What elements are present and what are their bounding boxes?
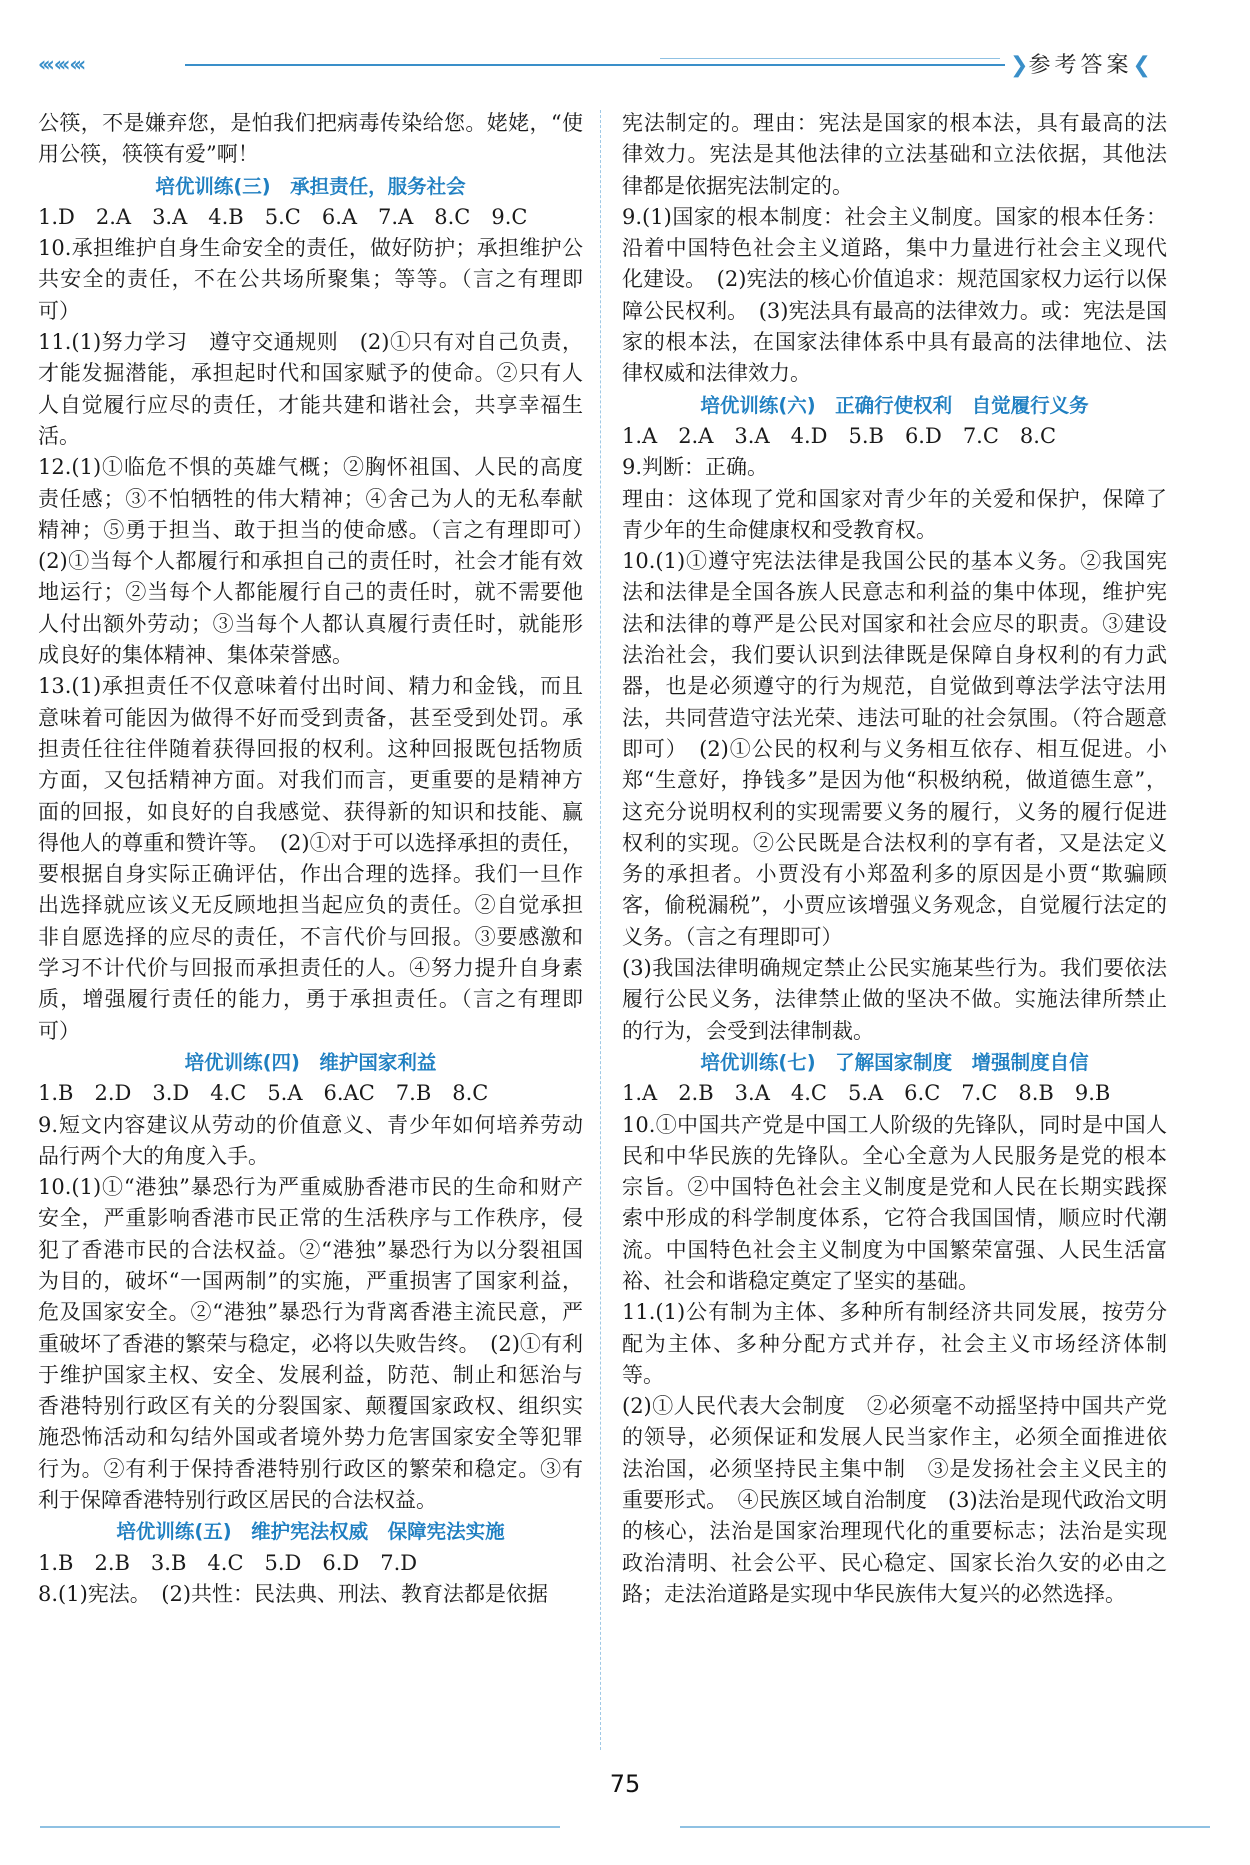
answer-paragraph: 宪法制定的。理由：宪法是国家的根本法，具有最高的法律效力。宪法是其他法律的立法基础和立法依据，其他法律都是依据宪法制定的。	[622, 111, 1167, 198]
header-rule	[185, 64, 1005, 66]
footer-rule-right	[680, 1826, 1210, 1828]
footer-rule-left	[40, 1826, 560, 1828]
answer-paragraph: 1.A 2.A 3.A 4.D 5.B 6.D 7.C 8.C	[622, 423, 1057, 448]
answer-paragraph: 1.B 2.B 3.B 4.C 5.D 6.D 7.D	[38, 1550, 418, 1575]
answer-paragraph: 1.A 2.B 3.A 4.C 5.A 6.C 7.C 8.B 9.B	[622, 1081, 1111, 1106]
answer-paragraph: 10.承担维护自身生命安全的责任，做好防护；承担维护公共安全的责任，不在公共场所聚集；等等。（言之有理即可）	[38, 236, 583, 323]
section-heading: 培优训练(四) 维护国家利益	[184, 1050, 437, 1074]
answer-paragraph: (3)我国法律明确规定禁止公民实施某些行为。我们要依法履行公民义务，法律禁止做的坚决不做。实施法律所禁止的行为，会受到法律制裁。	[622, 956, 1167, 1043]
left-column	[38, 108, 604, 1610]
answer-paragraph: 理由：这体现了党和国家对青少年的关爱和保护，保障了青少年的生命健康权和受教育权。	[622, 486, 1167, 542]
answer-paragraph: 12.(1)①临危不惧的英雄气概；②胸怀祖国、人民的高度责任感；③不怕牺牲的伟大精神；④舍己为人的无私奉献精神；⑤勇于担当、敢于担当的使命感。（言之有理即可） (2)①当每个人都履行和承担自己的责任时，社会才能有效地运行；②当每个人都能履行自己的责任时，就不需要他人付出额外劳动；③当每个人都认真履行责任时，就能形成良好的集体精神、集体荣誉感。	[38, 455, 604, 668]
answer-paragraph: 9.短文内容建议从劳动的价值意义、青少年如何培养劳动品行两个大的角度入手。	[38, 1112, 583, 1168]
answer-paragraph: 9.(1)国家的根本制度：社会主义制度。国家的根本任务：沿着中国特色社会主义道路，集中力量进行社会主义现代化建设。 (2)宪法的核心价值追求：规范国家权力运行以保障公民权利。 (3)宪法具有最高的法律效力。或：宪法是国家的根本法，在国家法律体系中具有最高的法律地位、法律权威和法律效力。	[622, 204, 1167, 386]
answer-paragraph: 1.D 2.A 3.A 4.B 5.C 6.A 7.A 8.C 9.C	[38, 204, 528, 229]
section-heading: 培优训练(六) 正确行使权利 自觉履行义务	[700, 393, 1089, 417]
answer-paragraph: 1.B 2.D 3.D 4.C 5.A 6.AC 7.B 8.C	[38, 1081, 489, 1106]
answer-paragraph: 10.①中国共产党是中国工人阶级的先锋队，同时是中国人民和中华民族的先锋队。全心全意为人民服务是党的根本宗旨。②中国特色社会主义制度是党和人民在长期实践探索中形成的科学制度体系，它符合我国国情，顺应时代潮流。中国特色社会主义制度为中国繁荣富强、人民生活富裕、社会和谐稳定奠定了坚实的基础。	[622, 1112, 1167, 1293]
section-heading: 培优训练(七) 了解国家制度 增强制度自信	[700, 1050, 1089, 1074]
answer-paragraph: 10.(1)①“港独”暴恐行为严重威胁香港市民的生命和财产安全，严重影响香港市民正常的生活秩序与工作秩序，侵犯了香港市民的合法权益。②“港独”暴恐行为以分裂祖国为目的，破坏“一国两制”的实施，严重损害了国家利益，危及国家安全。②“港独”暴恐行为背离香港主流民意，严重破坏了香港的繁荣与稳定，必将以失败告终。 (2)①有利于维护国家主权、安全、发展利益，防范、制止和惩治与香港特别行政区有关的分裂国家、颠覆国家政权、组织实施恐怖活动和勾结外国或者境外势力危害国家安全等犯罪行为。②有利于保持香港特别行政区的繁荣和稳定。③有利于保障香港特别行政区居民的合法权益。	[38, 1175, 583, 1513]
section-heading: 培优训练(三) 承担责任，服务社会	[155, 174, 466, 198]
chevron-left-icon: ❮	[1132, 53, 1151, 78]
section-heading: 培优训练(五) 维护宪法权威 保障宪法实施	[116, 1520, 505, 1544]
answer-paragraph: 8.(1)宪法。 (2)共性：民法典、刑法、教育法都是依据	[38, 1581, 549, 1606]
answer-paragraph: (2)①人民代表大会制度 ②必须毫不动摇坚持中国共产党的领导，必须保证和发展人民当家作主，必须全面推进依法治国，必须坚持民主集中制 ③是发扬社会主义民主的重要形式。 ④民族区域自治制度 (3)法治是现代政治文明的核心，法治是国家治理现代化的重要标志；法治是实现政治清明、社会公平、民心稳定、国家长治久安的必由之路；走法治道路是实现中华民族伟大复兴的必然选择。	[622, 1394, 1167, 1606]
section-label-text: 参考答案	[1028, 53, 1133, 78]
page-number: 75	[609, 1770, 641, 1798]
column-divider	[600, 110, 601, 1750]
answer-paragraph: 11.(1)努力学习 遵守交通规则 (2)①只有对自己负责，才能发掘潜能，承担起时代和国家赋予的使命。②只有人人自觉履行应尽的责任，才能共建和谐社会，共享幸福生活。	[38, 330, 583, 448]
answer-paragraph: 10.(1)①遵守宪法法律是我国公民的基本义务。②我国宪法和法律是全国各族人民意志和利益的集中体现，维护宪法和法律的尊严是公民对国家和社会应尽的职责。③建设法治社会，我们要认识到法律既是保障自身权利的有力武器，也是必须遵守的行为规范，自觉做到尊法学法守法用法，共同营造守法光荣、违法可耻的社会氛围。（符合题意即可） (2)①公民的权利与义务相互依存、相互促进。小郑“生意好，挣钱多”是因为他“积极纳税，做道德生意”，这充分说明权利的实现需要义务的履行，义务的履行促进权利的实现。②公民既是合法权利的享有者，又是法定义务的承担者。小贾没有小郑盈利多的原因是小贾“欺骗顾客，偷税漏税”，小贾应该增强义务观念，自觉履行法定的义务。（言之有理即可）	[622, 549, 1167, 949]
answer-paragraph: 公筷，不是嫌弃您，是怕我们把病毒传染给您。姥姥，“使用公筷，筷筷有爱”啊！	[38, 111, 583, 167]
header-rule-thin	[660, 58, 1000, 59]
page-header	[0, 0, 1250, 90]
chevron-right-icon: ❯	[1010, 53, 1029, 78]
right-column	[622, 108, 1167, 1610]
section-label	[1010, 48, 1151, 79]
answer-paragraph: 11.(1)公有制为主体、多种所有制经济共同发展，按劳分配为主体、多种分配方式并存，社会主义市场经济体制等。	[622, 1300, 1167, 1387]
answer-paragraph: 13.(1)承担责任不仅意味着付出时间、精力和金钱，而且意味着可能因为做得不好而受到责备，甚至受到处罚。承担责任往往伴随着获得回报的权利。这种回报既包括物质方面，又包括精神方面。对我们而言，更重要的是精神方面的回报，如良好的自我感觉、获得新的知识和技能、赢得他人的尊重和赞许等。 (2)①对于可以选择承担的责任，要根据自身实际正确评估，作出合理的选择。我们一旦作出选择就应该义无反顾地担当起应负的责任。②自觉承担非自愿选择的应尽的责任，不言代价与回报。③要感激和学习不计代价与回报而承担责任的人。④努力提升自身素质，增强履行责任的能力，勇于承担责任。（言之有理即可）	[38, 674, 583, 1043]
chevron-decoration-icon: ‹‹‹ ‹‹‹ ‹‹‹	[38, 52, 83, 76]
answer-paragraph: 9.判断：正确。	[622, 455, 769, 480]
